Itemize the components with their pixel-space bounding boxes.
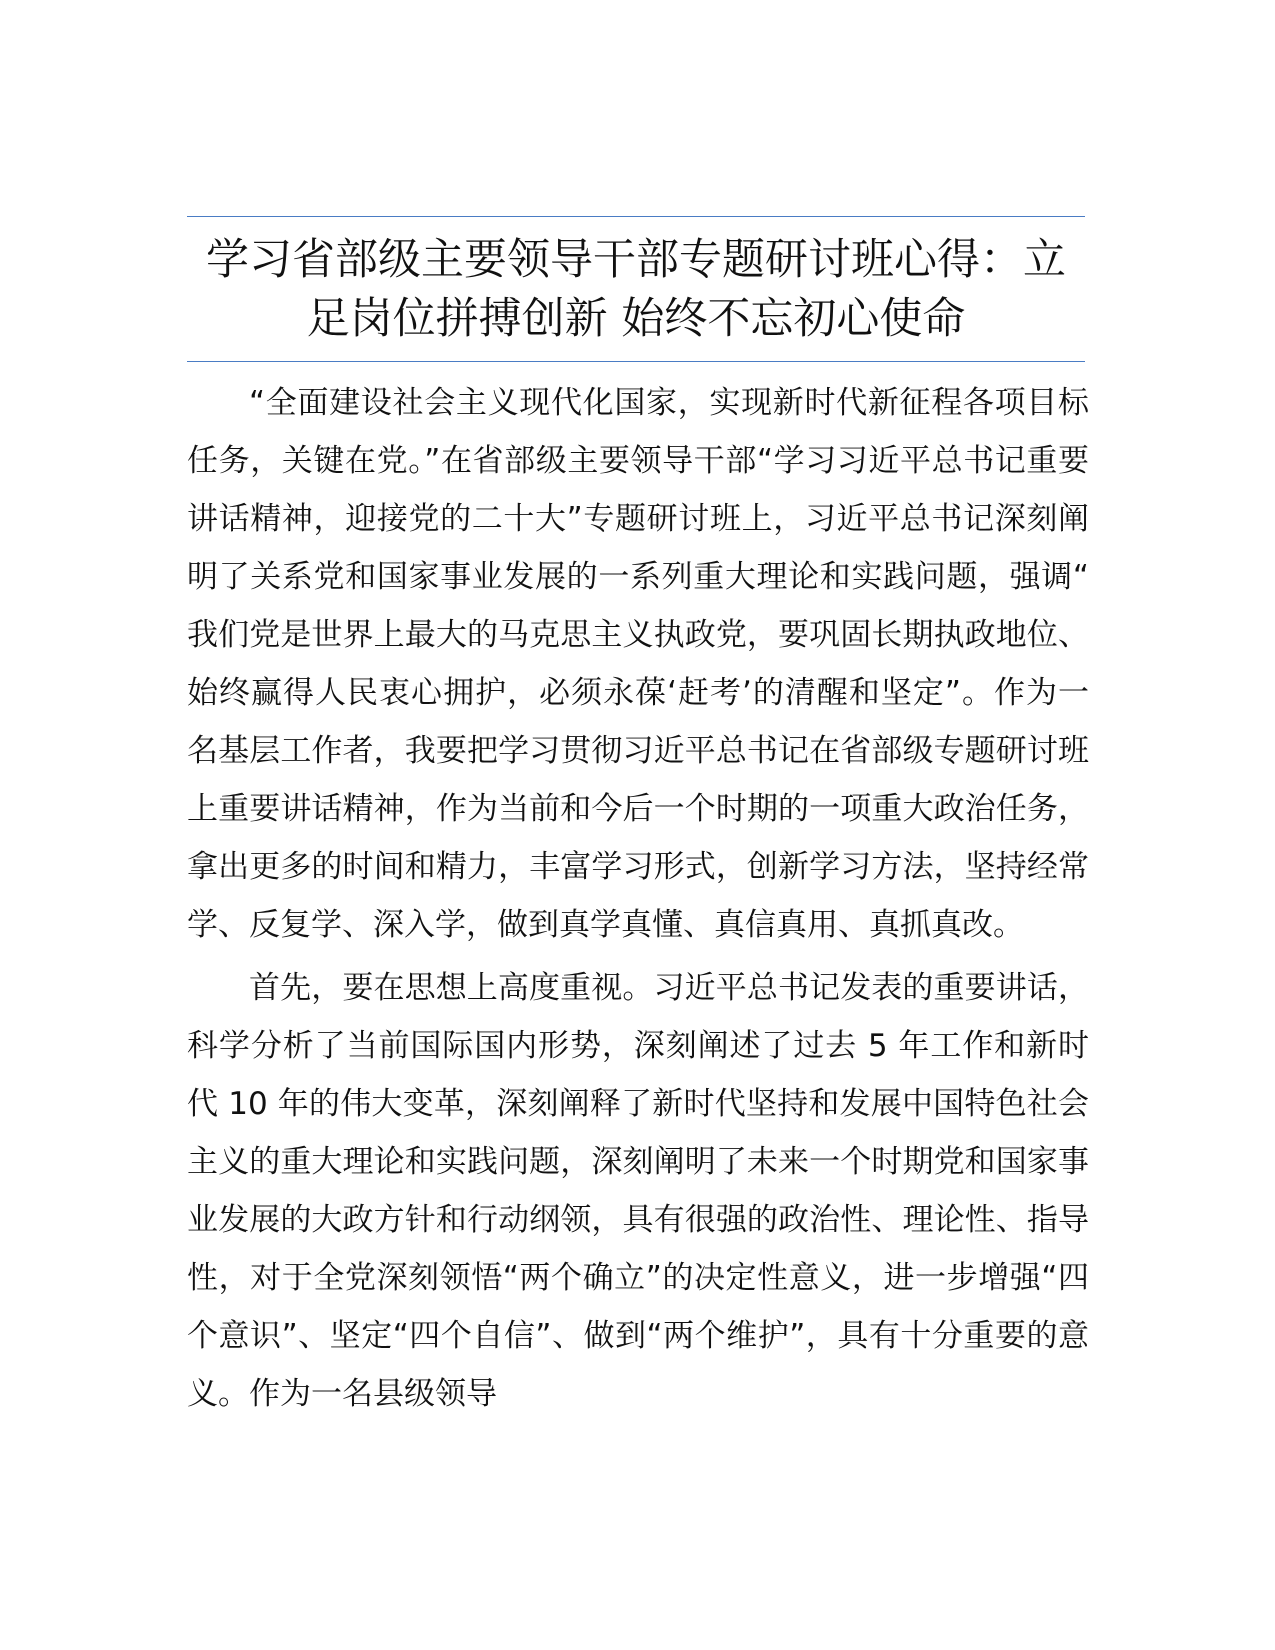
- document-body: [187, 374, 1089, 1423]
- document-title: 学习省部级主要领导干部专题研讨班心得：立足岗位拼搏创新 始终不忘初心使命: [206, 235, 1066, 344]
- title-bottom-rule: [187, 361, 1085, 362]
- paragraph-1: “全面建设社会主义现代化国家，实现新时代新征程各项目标任务，关键在党。”在省部级主要领导干部“学习习近平总书记重要讲话精神，迎接党的二十大”专题研讨班上，习近平总书记深刻阐明了关系党和国家事业发展的一系列重大理论和实践问题，强调“我们党是世界上最大的马克思主义执政党，要巩固长期执政地位、始终赢得人民衷心拥护，必须永葆‘赶考’的清醒和坚定”。作为一名基层工作者，我要把学习贯彻习近平总书记在省部级专题研讨班上重要讲话精神，作为当前和今后一个时期的一项重大政治任务，拿出更多的时间和精力，丰富学习形式，创新学习方法，坚持经常学、反复学、深入学，做到真学真懂、真信真用、真抓真改。: [187, 385, 1089, 943]
- paragraph-2: 首先，要在思想上高度重视。习近平总书记发表的重要讲话，科学分析了当前国际国内形势，深刻阐述了过去 5 年工作和新时代 10 年的伟大变革，深刻阐释了新时代坚持和发展中国特色社会主义的重大理论和实践问题，深刻阐明了未来一个时期党和国家事业发展的大政方针和行动纲领，具有很强的政治性、理论性、指导性，对于全党深刻领悟“两个确立”的决定性意义，进一步增强“四个意识”、坚定“四个自信”、做到“两个维护”，具有十分重要的意义。作为一名县级领导: [187, 970, 1089, 1412]
- title-block: [187, 216, 1085, 362]
